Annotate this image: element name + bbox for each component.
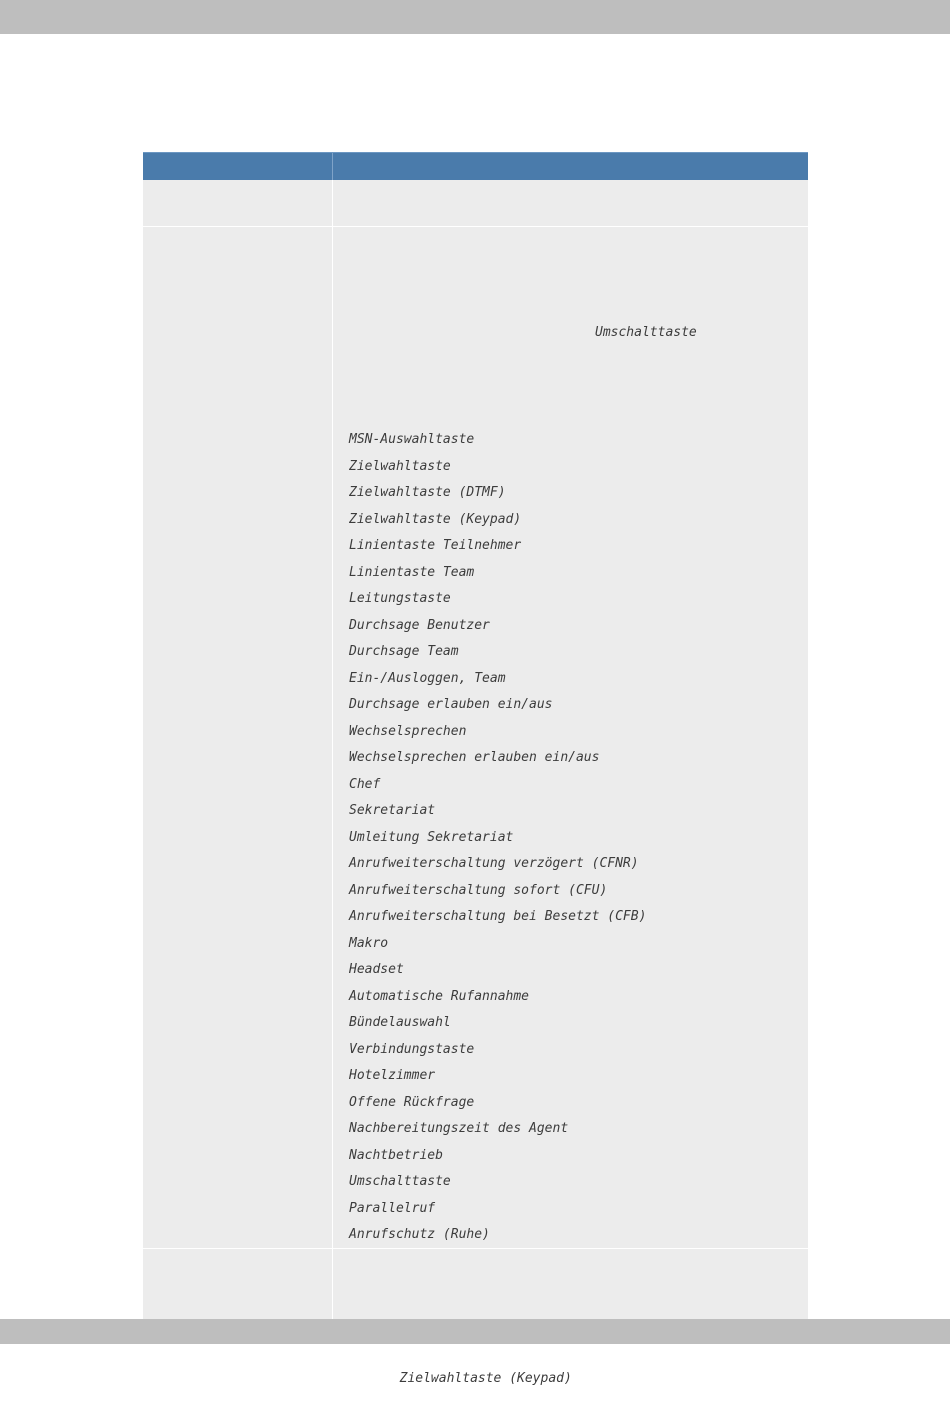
list-item: Linientaste Teilnehmer [349, 538, 522, 553]
parameter-table [143, 152, 808, 1386]
list-item: Makro [349, 935, 389, 951]
list-item: Anrufweiterschaltung verzögert (CFNR) [349, 856, 639, 871]
list-item: Hotelzimmer [349, 1068, 436, 1083]
list-item: Offene Rückfrage [349, 1094, 475, 1110]
description-cell [333, 227, 808, 1248]
list-item: Chef [349, 776, 381, 792]
list-item: Durchsage erlauben ein/aus [349, 697, 553, 712]
list-item: Leitungstaste [349, 591, 451, 606]
field-cell [143, 1249, 333, 1321]
description-line: Zielwahltaste (Keypad) [399, 1371, 572, 1386]
list-item: Verbindungstaste [349, 1041, 475, 1057]
inline-term: Umschalttaste [595, 325, 697, 340]
list-item: Zielwahltaste (Keypad) [349, 511, 522, 527]
list-item: Headset [349, 962, 404, 977]
list-item: Umschalttaste [349, 1174, 451, 1189]
list-item: MSN-Auswahltaste [349, 432, 475, 447]
list-item: Wechselsprechen erlauben ein/aus [349, 750, 600, 765]
field-cell [143, 227, 333, 1248]
list-item: Ein-/Ausloggen, Team [349, 670, 506, 686]
list-item: Zielwahltaste (DTMF) [349, 485, 506, 500]
list-item: Anrufschutz (Ruhe) [349, 1227, 490, 1242]
header-cell-description [333, 153, 808, 180]
header-cell-field [143, 153, 333, 180]
key-function-list [349, 431, 646, 1253]
viewer-top-bar [0, 0, 950, 34]
field-cell [143, 180, 333, 226]
list-item: Nachtbetrieb [349, 1147, 443, 1163]
list-item: Zielwahltaste [349, 458, 451, 474]
table-row [143, 227, 808, 1249]
list-item: Durchsage Team [349, 644, 459, 659]
viewer-bottom-bar [0, 1319, 950, 1344]
list-item: Linientaste Team [349, 564, 475, 580]
description-cell [333, 180, 808, 226]
list-item: Anrufweiterschaltung bei Besetzt (CFB) [349, 909, 647, 924]
table-row [143, 1249, 808, 1386]
table-header [143, 152, 808, 180]
list-item: Umleitung Sekretariat [349, 829, 514, 845]
list-item: Sekretariat [349, 803, 436, 818]
list-item: Wechselsprechen [349, 723, 467, 739]
list-item: Anrufweiterschaltung sofort (CFU) [349, 882, 608, 898]
list-item: Durchsage Benutzer [349, 617, 490, 633]
list-item: Parallelruf [349, 1200, 436, 1216]
list-item: Nachbereitungszeit des Agent [349, 1121, 569, 1136]
table-row [143, 180, 808, 227]
description-text [337, 1289, 737, 1409]
description-cell [333, 1249, 808, 1386]
list-item: Automatische Rufannahme [349, 988, 530, 1004]
list-item: Bündelauswahl [349, 1015, 451, 1030]
